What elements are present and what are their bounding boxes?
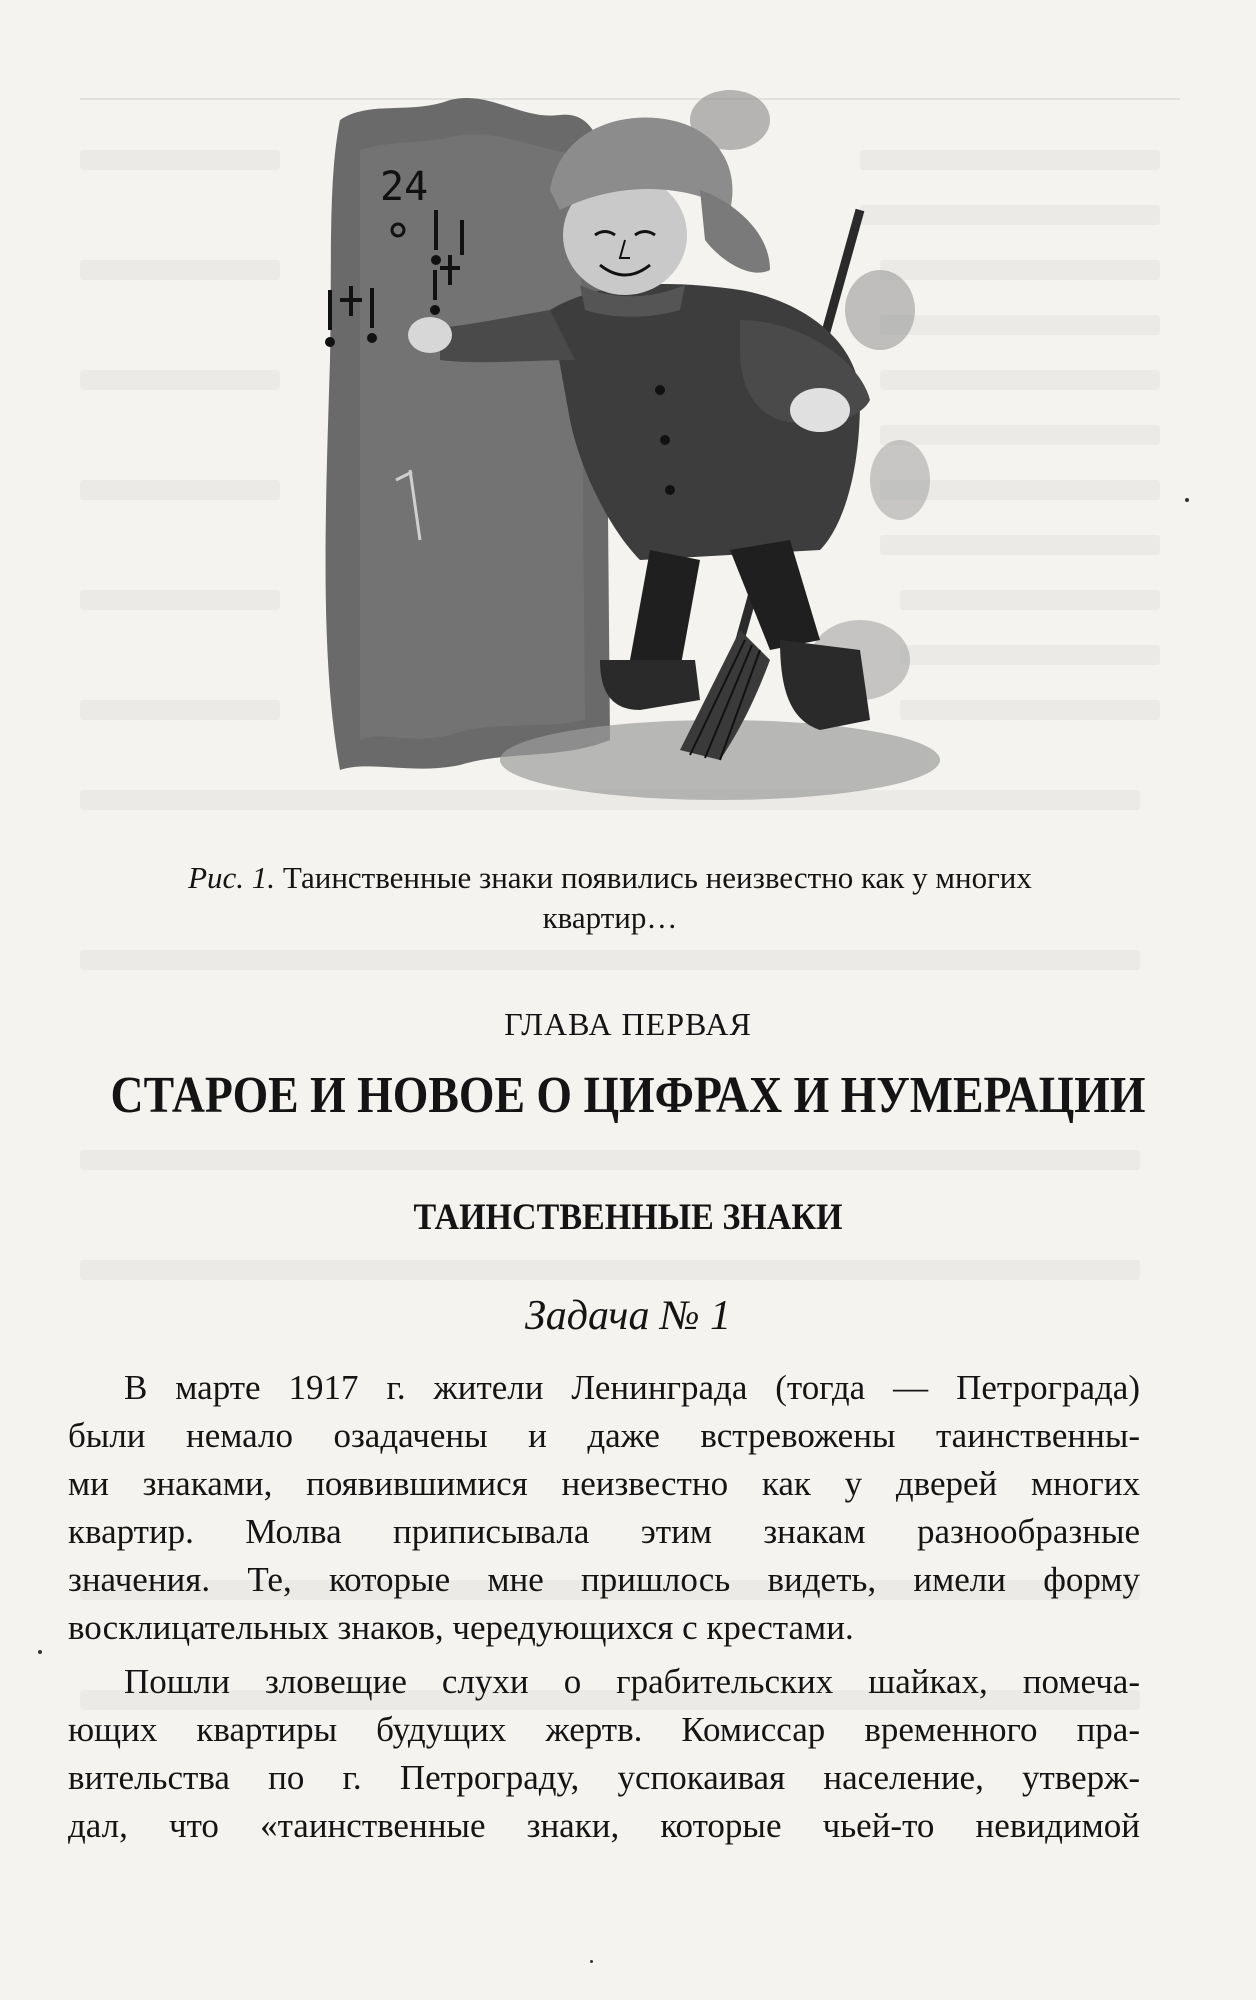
caption-text-2: квартир… bbox=[542, 900, 678, 935]
problem-title: Задача № 1 bbox=[524, 1293, 732, 1339]
scan-speck bbox=[1185, 498, 1189, 502]
text-line: восклицательных знаков, чередующихся с крестами. bbox=[68, 1608, 854, 1647]
scan-speck bbox=[590, 1960, 593, 1963]
text-line: Пошли зловещие слухи о грабительских шайках, помеча- bbox=[124, 1662, 1140, 1701]
door-number: 24 bbox=[380, 164, 429, 210]
figure-caption bbox=[110, 858, 1110, 938]
paragraph bbox=[68, 1364, 1140, 1652]
text-line: вительства по г. Петрограду, успокаивая население, утверж- bbox=[68, 1758, 1140, 1797]
caption-line-1 bbox=[110, 858, 1110, 898]
text-line: были немало озадачены и даже встревожены таинственны- bbox=[68, 1416, 1140, 1455]
text-line: дал, что «таинственные знаки, которые чьей-то невидимой bbox=[68, 1806, 1140, 1845]
section-title: ТАИНСТВЕННЫЕ ЗНАКИ bbox=[413, 1197, 843, 1238]
text-line: ми знаками, появившимися неизвестно как у дверей многих bbox=[68, 1464, 1140, 1503]
text-line: значения. Те, которые мне пришлось видеть, имели форму bbox=[68, 1560, 1140, 1599]
caption-text-1: Таинственные знаки появились неизвестно как у многих bbox=[275, 860, 1032, 895]
body-text bbox=[68, 1364, 1140, 1850]
text-line: квартир. Молва приписывала этим знакам разнообразные bbox=[68, 1512, 1140, 1551]
paragraph bbox=[68, 1658, 1140, 1850]
scan-speck bbox=[38, 1650, 42, 1654]
illustration-janitor bbox=[300, 60, 960, 820]
text-line: ющих квартиры будущих жертв. Комиссар временного пра- bbox=[68, 1710, 1140, 1749]
chapter-label: ГЛАВА ПЕРВАЯ bbox=[504, 1006, 752, 1042]
text-line: В марте 1917 г. жители Ленинграда (тогда — Петрограда) bbox=[124, 1368, 1140, 1407]
chapter-title: СТАРОЕ И НОВОЕ О ЦИФРАХ И НУМЕРАЦИИ bbox=[110, 1067, 1146, 1124]
caption-label: Рис. 1. bbox=[188, 860, 276, 895]
